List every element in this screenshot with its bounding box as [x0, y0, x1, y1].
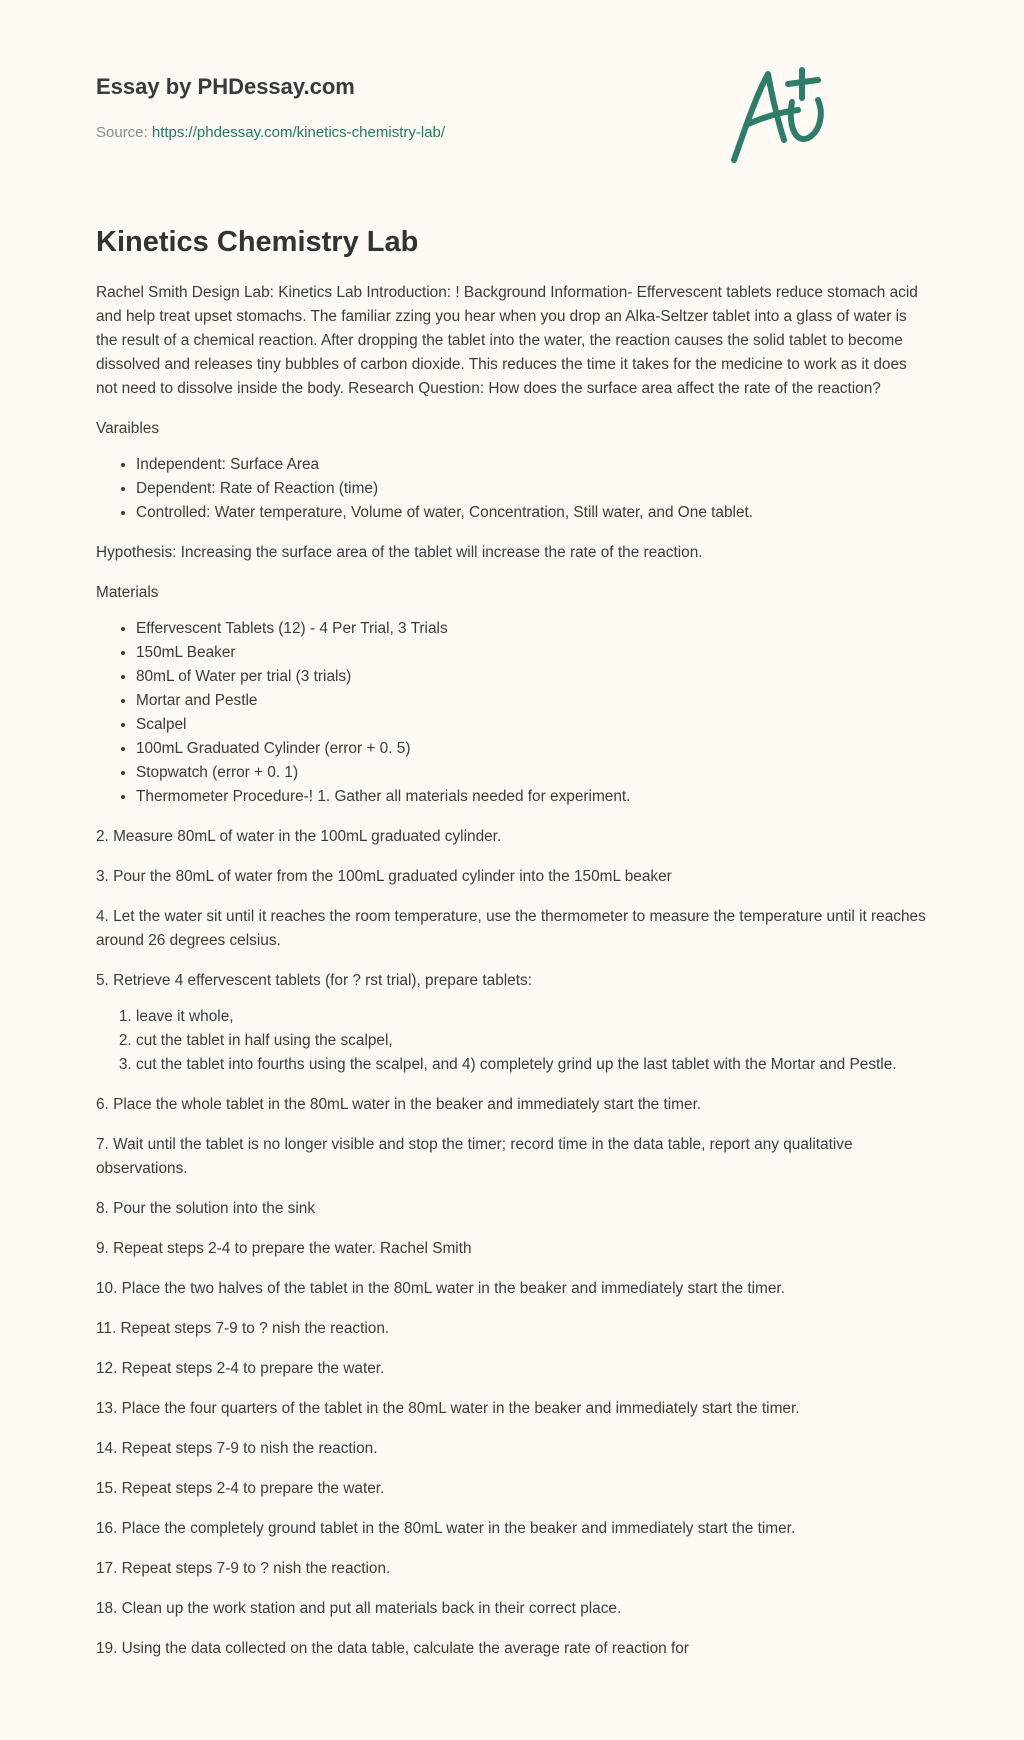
- procedure-step: 2. Measure 80mL of water in the 100mL graduated cylinder.: [96, 828, 502, 845]
- list-item: • 150mL Beaker: [136, 641, 928, 665]
- list-item: • Stopwatch (error + 0. 1): [136, 761, 928, 785]
- list-item: 1. leave it whole,: [136, 1005, 928, 1029]
- list-item: • 100mL Graduated Cylinder (error + 0. 5): [136, 737, 928, 761]
- procedure-step: 5. Retrieve 4 effervescent tablets (for ? rst trial), prepare tablets:: [96, 972, 532, 989]
- procedure-step: 16. Place the completely ground tablet in the 80mL water in the beaker and immediately start the timer.: [96, 1520, 796, 1537]
- variables-heading: Varaibles: [96, 420, 160, 437]
- list-item: • 80mL of Water per trial (3 trials): [136, 665, 928, 689]
- procedure-step: 18. Clean up the work station and put all materials back in their correct place.: [96, 1600, 622, 1617]
- source-link[interactable]: https://phdessay.com/kinetics-chemistry-lab/: [151, 124, 446, 141]
- procedure-step: 13. Place the four quarters of the tablet in the 80mL water in the beaker and immediately start the timer.: [96, 1400, 800, 1417]
- variables-list: [96, 453, 928, 525]
- list-item: 2. cut the tablet in half using the scalpel,: [136, 1029, 928, 1053]
- list-item: • Thermometer Procedure-! 1. Gather all materials needed for experiment.: [136, 785, 928, 809]
- materials-heading: Materials: [96, 584, 159, 601]
- a-plus-logo-icon: [722, 66, 832, 166]
- list-item: • Controlled: Water temperature, Volume of water, Concentration, Still water, and One tablet.: [136, 501, 928, 525]
- list-item: • Mortar and Pestle: [136, 689, 928, 713]
- list-item: • Effervescent Tablets (12) - 4 Per Trial, 3 Trials: [136, 617, 928, 641]
- source-label: Source:: [96, 124, 148, 141]
- list-item: • Dependent: Rate of Reaction (time): [136, 477, 928, 501]
- procedure-step: 3. Pour the 80mL of water from the 100mL graduated cylinder into the 150mL beaker: [96, 868, 672, 885]
- page-header: [96, 0, 928, 200]
- source-line: [96, 124, 445, 141]
- procedure-step: 15. Repeat steps 2-4 to prepare the water.: [96, 1480, 385, 1497]
- materials-list: [96, 617, 928, 809]
- procedure-step: 9. Repeat steps 2-4 to prepare the water. Rachel Smith: [96, 1240, 472, 1257]
- essay-title: Kinetics Chemistry Lab: [96, 226, 419, 258]
- procedure-step: 11. Repeat steps 7-9 to ? nish the reaction.: [96, 1320, 390, 1337]
- procedure-step: 4. Let the water sit until it reaches the room temperature, use the thermometer to measure the temperature until it reaches around 26 degrees celsius.: [96, 908, 926, 949]
- procedure-step: 7. Wait until the tablet is no longer visible and stop the timer; record time in the data table, report any qualitative observations.: [96, 1136, 853, 1177]
- essay-body: [96, 281, 928, 1661]
- list-item: 3. cut the tablet into fourths using the scalpel, and 4) completely grind up the last tablet with the Mortar and Pestle.: [136, 1053, 928, 1077]
- procedure-step: 10. Place the two halves of the tablet in the 80mL water in the beaker and immediately start the timer.: [96, 1280, 785, 1297]
- procedure-step: 8. Pour the solution into the sink: [96, 1200, 316, 1217]
- list-item: • Independent: Surface Area: [136, 453, 928, 477]
- tablet-prep-list: [96, 1005, 928, 1077]
- procedure-step: 12. Repeat steps 2-4 to prepare the water.: [96, 1360, 385, 1377]
- procedure-step: 17. Repeat steps 7-9 to ? nish the reaction.: [96, 1560, 391, 1577]
- procedure-step: 14. Repeat steps 7-9 to nish the reaction.: [96, 1440, 378, 1457]
- hypothesis-paragraph: Hypothesis: Increasing the surface area of the tablet will increase the rate of the reaction.: [96, 544, 703, 561]
- procedure-step: 19. Using the data collected on the data table, calculate the average rate of reaction for: [96, 1640, 689, 1657]
- intro-paragraph: Rachel Smith Design Lab: Kinetics Lab Introduction: ! Background Information- Effervescent tablets reduce stomach acid and help treat upset stomachs. The familiar zzing you hear when you drop an Alka-Seltzer tablet into a glass of water is the result of a chemical reaction. After dropping the tablet into the water, the reaction causes the solid tablet to become dissolved and releases tiny bubbles of carbon dioxide. This reduces the time it takes for the medicine to work as it does not need to dissolve inside the body. Research Question: How does the surface area affect the rate of the reaction?: [96, 284, 918, 397]
- list-item: • Scalpel: [136, 713, 928, 737]
- site-title: Essay by PHDessay.com: [96, 74, 355, 99]
- procedure-step: 6. Place the whole tablet in the 80mL water in the beaker and immediately start the timer.: [96, 1096, 702, 1113]
